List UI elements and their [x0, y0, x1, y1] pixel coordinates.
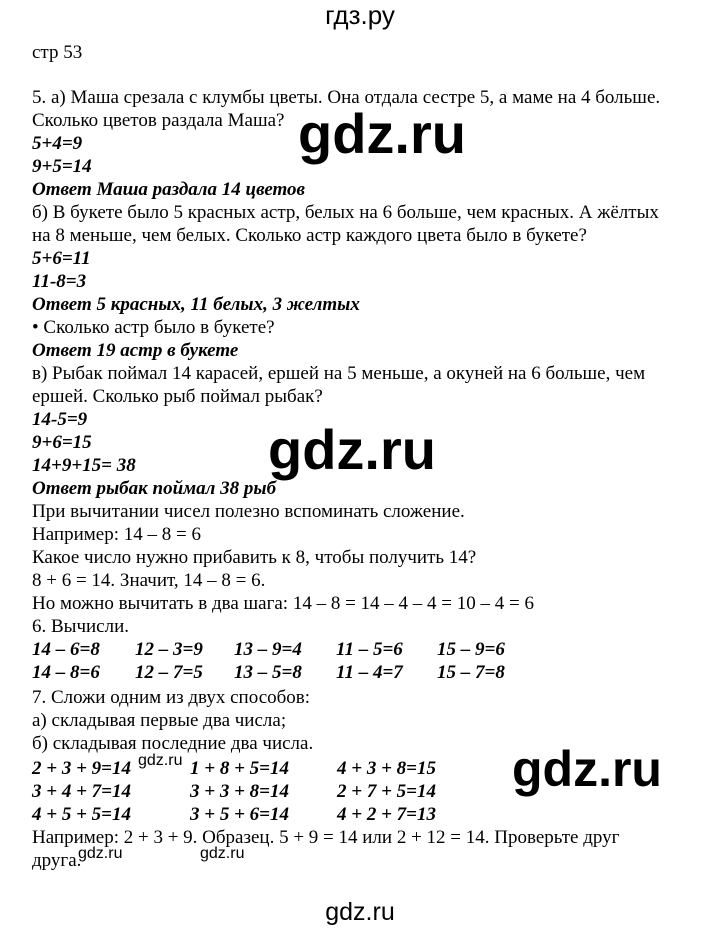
- text-line: а) складывая первые два числа;: [32, 710, 287, 731]
- task6-cell: 11 – 4=7: [336, 662, 403, 683]
- text-line: б) складывая последние два числа.: [32, 733, 314, 754]
- task-heading: 7. Сложи одним из двух способов:: [32, 687, 311, 708]
- text-line: б) В букете было 5 красных астр, белых на 6 больше, чем красных. А жёлтых: [32, 202, 659, 223]
- text-line: Например: 2 + 3 + 9. Образец. 5 + 9 = 14 или 2 + 12 = 14. Проверьте друг: [32, 827, 620, 848]
- text-line: на 8 меньше, чем белых. Сколько астр каждого цвета было в букете?: [32, 225, 587, 246]
- task6-cell: 12 – 7=5: [135, 662, 203, 683]
- task6-cell: 13 – 9=4: [234, 639, 302, 660]
- text-line: Но можно вычитать в два шага: 14 – 8 = 14 – 4 – 4 = 10 – 4 = 6: [32, 593, 534, 614]
- watermark-small: gdz.ru: [138, 752, 183, 769]
- page-number: стр 53: [32, 42, 83, 63]
- task6-cell: 11 – 5=6: [336, 639, 403, 660]
- task6-cell: 14 – 6=8: [32, 639, 100, 660]
- task6-cell: 14 – 8=6: [32, 662, 100, 683]
- text-line: • Сколько астр было в букете?: [32, 317, 275, 338]
- solution-line: 9+6=15: [32, 432, 92, 453]
- text-line: 5. а) Маша срезала с клумбы цветы. Она отдала сестре 5, а маме на 4 больше.: [32, 87, 661, 108]
- text-line: 8 + 6 = 14. Значит, 14 – 8 = 6.: [32, 570, 266, 591]
- answer-line: Ответ рыбак поймал 38 рыб: [32, 478, 277, 499]
- task6-cell: 12 – 3=9: [135, 639, 203, 660]
- task7-cell: 3 + 5 + 6=14: [190, 804, 289, 825]
- task7-cell: 3 + 3 + 8=14: [190, 781, 289, 802]
- task7-cell: 4 + 3 + 8=15: [337, 758, 436, 779]
- solution-line: 9+5=14: [32, 156, 92, 177]
- text-line: в) Рыбак поймал 14 карасей, ершей на 5 меньше, а окуней на 6 больше, чем: [32, 363, 646, 384]
- solution-line: 5+4=9: [32, 133, 83, 154]
- watermark-large: gdz.ru: [268, 418, 436, 481]
- solution-line: 5+6=11: [32, 248, 91, 269]
- watermark-large: gdz.ru: [298, 102, 466, 165]
- text-line: ершей. Сколько рыб поймал рыбак?: [32, 386, 323, 407]
- task6-cell: 15 – 7=8: [437, 662, 505, 683]
- answer-line: Ответ 5 красных, 11 белых, 3 желтых: [32, 294, 360, 315]
- task6-cell: 13 – 5=8: [234, 662, 302, 683]
- solution-line: 11-8=3: [32, 271, 87, 292]
- task-heading: 6. Вычисли.: [32, 616, 129, 637]
- watermark-small: gdz.ru: [200, 845, 245, 862]
- answer-line: Ответ 19 астр в букете: [32, 340, 239, 361]
- text-line: Например: 14 – 8 = 6: [32, 524, 201, 545]
- solution-line: 14-5=9: [32, 409, 88, 430]
- site-footer: gdz.ru: [325, 898, 395, 926]
- answer-line: Ответ Маша раздала 14 цветов: [32, 179, 306, 200]
- watermark-small: gdz.ru: [78, 845, 123, 862]
- site-header: гдз.ру: [325, 0, 395, 30]
- task7-cell: 4 + 2 + 7=13: [337, 804, 436, 825]
- text-line: друга.: [32, 850, 82, 871]
- text-line: Какое число нужно прибавить к 8, чтобы получить 14?: [32, 547, 477, 568]
- task6-cell: 15 – 9=6: [437, 639, 505, 660]
- task7-cell: 3 + 4 + 7=14: [32, 781, 131, 802]
- watermark-large: gdz.ru: [512, 741, 662, 797]
- task7-cell: 2 + 3 + 9=14: [32, 758, 131, 779]
- task7-cell: 4 + 5 + 5=14: [32, 804, 131, 825]
- task7-cell: 1 + 8 + 5=14: [190, 758, 289, 779]
- solution-line: 14+9+15= 38: [32, 455, 136, 476]
- text-line: При вычитании чисел полезно вспоминать сложение.: [32, 501, 465, 522]
- text-line: Сколько цветов раздала Маша?: [32, 110, 285, 131]
- task7-cell: 2 + 7 + 5=14: [337, 781, 436, 802]
